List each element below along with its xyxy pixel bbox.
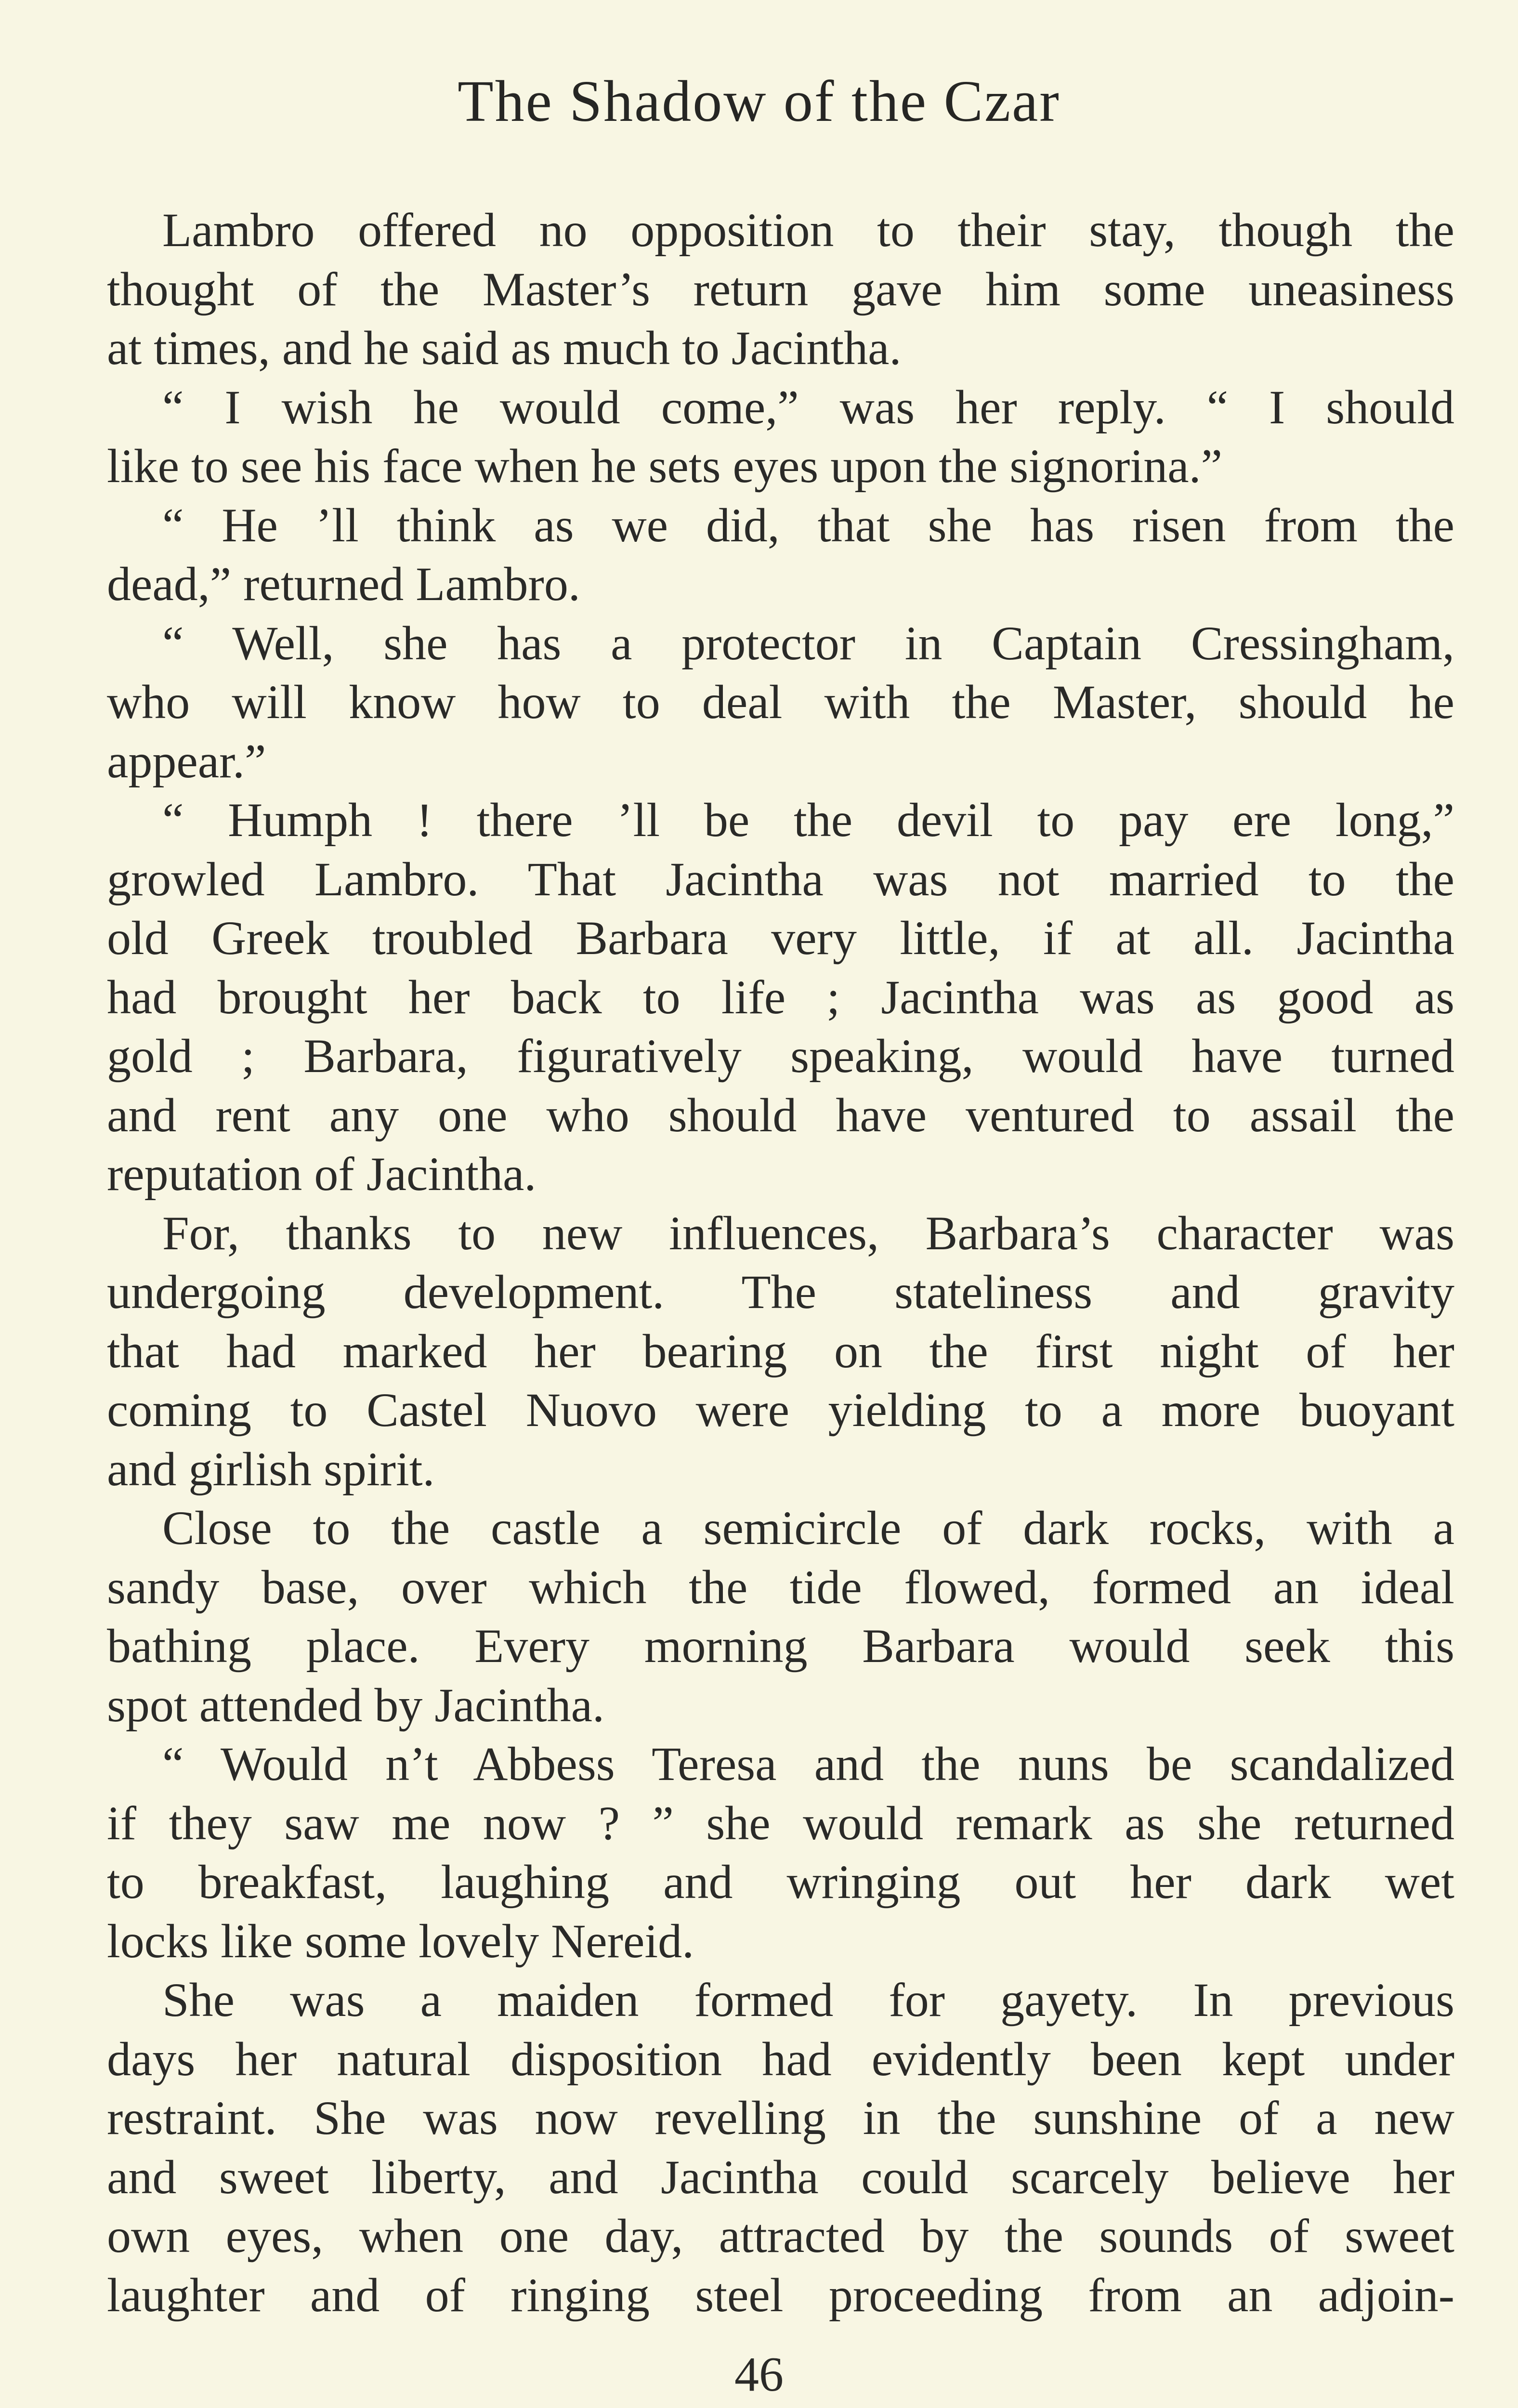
text-line: “ Would n’t Abbess Teresa and the nuns be scandalized	[162, 1737, 1454, 1791]
text-line: spot attended by Jacintha.	[107, 1678, 605, 1732]
running-head: The Shadow of the Czar	[458, 69, 1060, 134]
text-line: to breakfast, laughing and wringing out her dark wet	[107, 1855, 1454, 1909]
text-line: “ Well, she has a protector in Captain Cressingham,	[162, 616, 1454, 670]
text-line: gold ; Barbara, figuratively speaking, would have turned	[107, 1029, 1454, 1083]
text-line: growled Lambro. That Jacintha was not married to the	[107, 852, 1454, 906]
text-line: who will know how to deal with the Master, should he	[107, 675, 1454, 729]
text-line: and sweet liberty, and Jacintha could scarcely believe her	[107, 2150, 1454, 2204]
text-line: days her natural disposition had evidently been kept under	[107, 2032, 1454, 2086]
text-line: “ I wish he would come,” was her reply. “ I should	[162, 380, 1454, 434]
text-line: undergoing development. The stateliness and gravity	[107, 1265, 1454, 1319]
text-line: thought of the Master’s return gave him some uneasiness	[107, 262, 1454, 316]
text-line: She was a maiden formed for gayety. In previous	[162, 1973, 1454, 2027]
text-line: restraint. She was now revelling in the sunshine of a new	[107, 2091, 1454, 2145]
text-line: had brought her back to life ; Jacintha was as good as	[107, 970, 1454, 1024]
page-number: 46	[734, 2347, 784, 2402]
body-text	[107, 201, 1454, 2325]
text-line: Close to the castle a semicircle of dark rocks, with a	[162, 1501, 1454, 1555]
text-line: that had marked her bearing on the first night of her	[107, 1324, 1454, 1378]
text-line: laughter and of ringing steel proceeding from an adjoin-	[107, 2268, 1454, 2322]
text-line: Lambro offered no opposition to their stay, though the	[162, 203, 1454, 257]
text-line: old Greek troubled Barbara very little, if at all. Jacintha	[107, 911, 1454, 965]
text-line: coming to Castel Nuovo were yielding to a more buoyant	[107, 1383, 1454, 1437]
text-line: For, thanks to new influences, Barbara’s character was	[162, 1206, 1454, 1260]
text-line: “ Humph ! there ’ll be the devil to pay ere long,”	[162, 793, 1454, 847]
text-line: at times, and he said as much to Jacintha.	[107, 321, 902, 375]
text-line: dead,” returned Lambro.	[107, 557, 580, 611]
text-line: bathing place. Every morning Barbara would seek this	[107, 1619, 1454, 1673]
text-line: locks like some lovely Nereid.	[107, 1914, 694, 1968]
text-line: and rent any one who should have ventured to assail the	[107, 1088, 1454, 1142]
text-line: “ He ’ll think as we did, that she has risen from the	[162, 498, 1454, 552]
text-line: and girlish spirit.	[107, 1442, 435, 1496]
text-line: like to see his face when he sets eyes upon the signorina.”	[107, 439, 1222, 493]
text-line: reputation of Jacintha.	[107, 1147, 537, 1201]
text-line: own eyes, when one day, attracted by the sounds of sweet	[107, 2209, 1454, 2263]
text-line: appear.”	[107, 734, 266, 788]
text-line: if they saw me now ? ” she would remark as she returned	[107, 1796, 1454, 1850]
text-line: sandy base, over which the tide flowed, formed an ideal	[107, 1560, 1454, 1614]
